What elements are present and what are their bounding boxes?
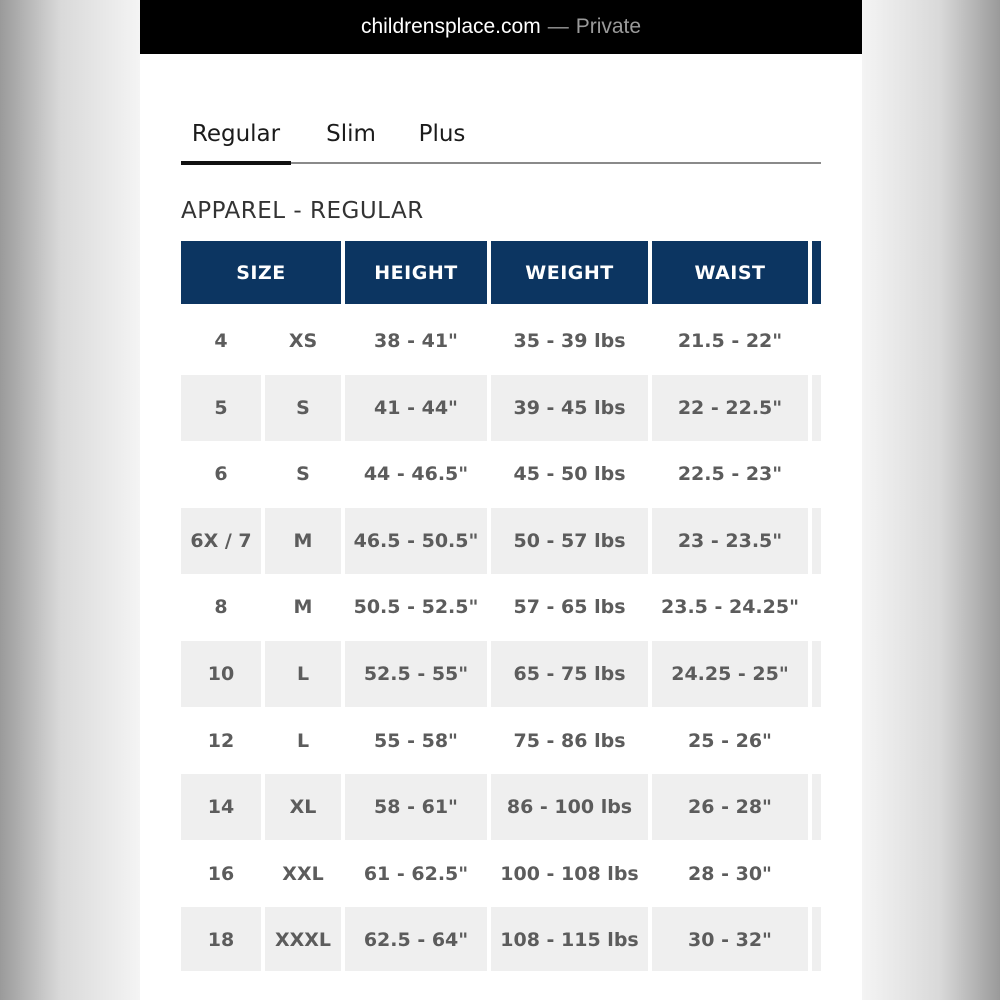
url-bar[interactable]: [140, 0, 862, 54]
cell-height: 41 - 44": [345, 375, 487, 441]
cell-waist: 21.5 - 22": [677, 330, 783, 352]
cell-height: 46.5 - 50.5": [345, 508, 487, 574]
tab-slim[interactable]: Slim: [326, 121, 376, 147]
cell-size-letter: S: [265, 375, 341, 441]
header-next-column: [812, 241, 821, 304]
url-domain: childrensplace.com: [360, 15, 541, 38]
cell-next-column: [812, 308, 821, 374]
header-weight: WEIGHT: [491, 241, 648, 304]
cell-weight: 39 - 45 lbs: [491, 375, 648, 441]
header-size: SIZE: [181, 241, 341, 304]
cell-size-numeric: 12: [207, 729, 235, 752]
cell-next-column: [812, 375, 821, 441]
cell-height: 55 - 58": [374, 729, 458, 752]
cell-next-column: [812, 708, 821, 774]
cell-size-numeric: 18: [181, 907, 261, 971]
url-separator: —: [547, 15, 569, 38]
cell-waist: 23 - 23.5": [652, 508, 808, 574]
cell-size-letter: XL: [265, 774, 341, 840]
private-mode-label: Private: [575, 15, 642, 38]
cell-next-column: [812, 907, 821, 971]
cell-size-letter: XXL: [282, 862, 324, 885]
browser-viewport: [140, 0, 862, 1000]
cell-waist: 23.5 - 24.25": [661, 596, 799, 619]
cell-weight: 50 - 57 lbs: [491, 508, 648, 574]
table-row: [181, 907, 821, 971]
cell-size-letter: L: [265, 641, 341, 707]
cell-size-numeric: 5: [181, 375, 261, 441]
cell-next-column: [812, 641, 821, 707]
cell-height: 44 - 46.5": [363, 463, 469, 486]
header-waist: WAIST: [652, 241, 808, 304]
tab-plus[interactable]: Plus: [418, 121, 466, 147]
cell-next-column: [812, 841, 821, 907]
fit-tabs: [181, 110, 821, 164]
cell-size-numeric: 4: [214, 330, 228, 352]
cell-height: 50.5 - 52.5": [353, 596, 479, 619]
cell-size-numeric: 10: [181, 641, 261, 707]
cell-size-letter: M: [293, 596, 313, 619]
table-row: [181, 441, 821, 507]
size-chart-table: [181, 241, 821, 971]
cell-waist: 25 - 26": [688, 729, 772, 752]
table-row: [181, 375, 821, 441]
cell-waist: 24.25 - 25": [652, 641, 808, 707]
cell-size-numeric: 16: [207, 862, 235, 885]
table-row: [181, 308, 821, 374]
cell-weight: 57 - 65 lbs: [513, 596, 626, 619]
cell-size-letter: M: [265, 508, 341, 574]
section-title: APPAREL - REGULAR: [181, 198, 424, 224]
cell-height: 52.5 - 55": [345, 641, 487, 707]
cell-waist: 22 - 22.5": [652, 375, 808, 441]
table-row: [181, 641, 821, 707]
cell-size-numeric: 6X / 7: [181, 508, 261, 574]
cell-next-column: [812, 441, 821, 507]
cell-next-column: [812, 574, 821, 640]
cell-next-column: [812, 508, 821, 574]
table-row: [181, 774, 821, 840]
cell-size-letter: L: [296, 729, 310, 752]
cell-weight: 65 - 75 lbs: [491, 641, 648, 707]
cell-waist: 26 - 28": [652, 774, 808, 840]
cell-size-letter: S: [296, 463, 310, 486]
table-row: [181, 708, 821, 774]
cell-size-numeric: 8: [214, 596, 228, 619]
header-height: HEIGHT: [345, 241, 487, 304]
cell-weight: 108 - 115 lbs: [491, 907, 648, 971]
cell-waist: 30 - 32": [652, 907, 808, 971]
cell-next-column: [812, 774, 821, 840]
cell-height: 62.5 - 64": [345, 907, 487, 971]
cell-size-letter: XS: [288, 330, 318, 352]
cell-size-numeric: 14: [181, 774, 261, 840]
cell-weight: 75 - 86 lbs: [513, 729, 626, 752]
cell-size-letter: XXXL: [265, 907, 341, 971]
cell-weight: 100 - 108 lbs: [500, 862, 639, 885]
cell-weight: 45 - 50 lbs: [513, 463, 626, 486]
cell-waist: 22.5 - 23": [677, 463, 783, 486]
table-row: [181, 508, 821, 574]
cell-height: 38 - 41": [374, 330, 458, 352]
table-row: [181, 574, 821, 640]
cell-weight: 86 - 100 lbs: [491, 774, 648, 840]
tab-regular[interactable]: Regular: [181, 110, 291, 162]
cell-weight: 35 - 39 lbs: [513, 330, 626, 352]
cell-height: 61 - 62.5": [363, 862, 469, 885]
cell-waist: 28 - 30": [688, 862, 772, 885]
cell-size-numeric: 6: [214, 463, 228, 486]
table-row: [181, 841, 821, 907]
cell-height: 58 - 61": [345, 774, 487, 840]
